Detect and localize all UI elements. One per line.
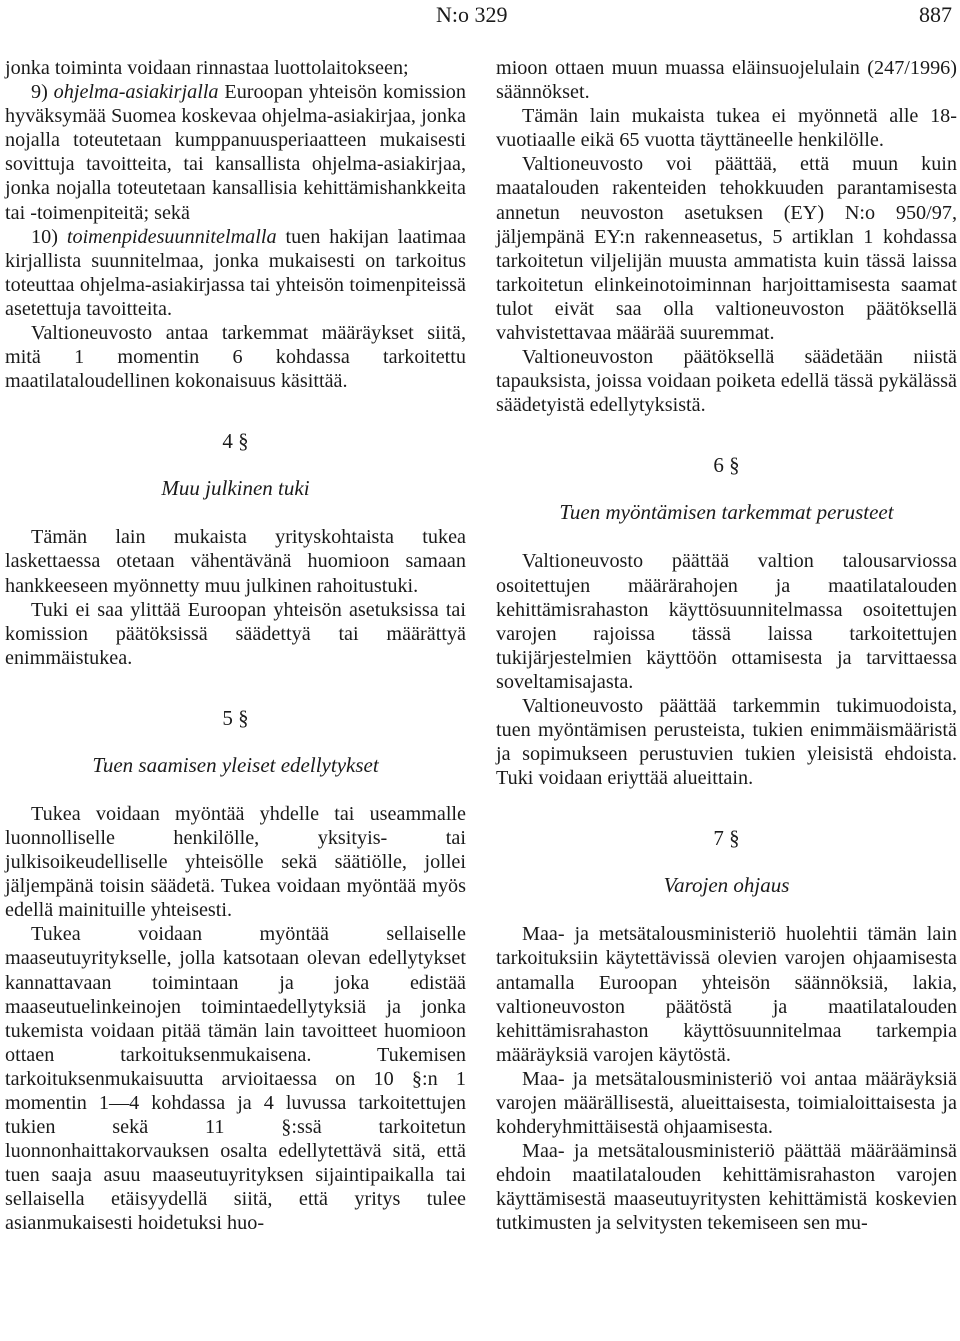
- section-title: Tuen myöntämisen tarkemmat perusteet: [559, 500, 894, 525]
- continuation-paragraph: jonka toiminta voidaan rinnastaa luottolaitokseen;: [5, 57, 409, 79]
- paragraph: Valtioneuvosto antaa tarkemmat määräykset siitä, mitä 1 momentin 6 kohdassa tarkoitettu maatilataloudellinen kokonaisuus käsittää.: [5, 322, 466, 393]
- item-number: 10): [31, 225, 67, 248]
- paragraph: Valtioneuvosto voi päättää, että muun kuin maatalouden rakenteiden tehokkuuden parantamisesta annetun neuvoston asetuksen (EY) N:o 950/97, jäljempänä EY:n rakenneasetus, 5 artiklan 1 kohdassa tarkoitetun viljelijän muusta ammatista kuin tässä laissa tarkoitetun elinkeinotoiminnan harjoittamisesta saamat tulot eivät saa olla valtioneuvoston päätöksellä vahvistettavaa määrää suuremmat.: [496, 153, 957, 345]
- section-title: Tuen saamisen yleiset edellytykset: [92, 752, 379, 777]
- statute-number: N:o 329: [436, 2, 508, 27]
- paragraph: Tukea voidaan myöntää sellaiselle maaseutuyritykselle, jolla katsotaan olevan edellytykset kannattavaan toimintaan ja joka edistää maaseutuelinkeinojen toimintaedellytyksiä ja jonka tukemista voidaan pitää tämän lain tavoitteet huomioon ottaen tarkoituksenmukaisena. Tukemisen tarkoituksenmukaisuutta arvioitaessa on 10 §:n 1 momentin 1—4 kohdassa ja 4 luvussa tarkoitettujen tukien sekä 11 §:ssä tarkoitetun luonnonhaittakorvauksen osalta edellytettävä sitä, että tuen saaja asuu maaseutuyrityksen sijaintipaikalla tai sellaisella etäisyydellä siitä, että yritys tulee asianmukaisesti hoidetuksi huo-: [5, 923, 466, 1235]
- page-header: [0, 0, 960, 34]
- paragraph: Valtioneuvosto päättää tarkemmin tukimuodoista, tuen myöntämisen perusteista, tukien enimmäismääristä ja sopimukseen perustuvien tukien yleisistä ehdoista. Tuki voidaan eriyttää alueittain.: [496, 694, 957, 790]
- item-number: 9): [31, 81, 54, 104]
- defined-term: ohjelma-asiakirjalla: [53, 81, 219, 104]
- definition-text: Euroopan yhteisön komission hyväksymää Suomea koskevaa ohjelma-asiakirjaa, jonka nojalla toteutetaan kumppanuusperiaatteen mukaisesti sovittuja tavoitteita, tai kansallista ohjelma-asiakirjaa, jonka nojalla toteutetaan kansallisia kehittämishankkeita tai -toimenpiteitä; sekä: [5, 81, 466, 224]
- left-column: [5, 56, 466, 1236]
- paragraph: Valtioneuvoston päätöksellä säädetään niistä tapauksista, joissa voidaan poiketa edellä tässä pykälässä säädetyistä edellytyksistä.: [496, 346, 957, 417]
- page-number: 887: [919, 2, 952, 27]
- paragraph: Tämän lain mukaista yrityskohtaista tukea laskettaessa otetaan vähentävänä huomioon samaan hankkeeseen myönnetty muu julkinen rahoitustuki.: [5, 526, 466, 597]
- right-column: [496, 56, 957, 1236]
- defined-term: toimenpidesuunnitelmalla: [66, 225, 277, 248]
- definition-item-9: [5, 80, 466, 225]
- paragraph: Tuki ei saa ylittää Euroopan yhteisön asetuksissa tai komission päätöksissä säädettyä tai määrättyä enimmäistukea.: [5, 598, 466, 669]
- section-number: 7 §: [713, 826, 740, 851]
- section-number: 4 §: [222, 429, 249, 454]
- definition-text: tuen hakijan laatimaa kirjallista suunnitelmaa, jonka mukaisesti on tarkoitus toteuttaa ohjelma-asiakirjassa tai yhteisön toimenpiteissä asetettuja tavoitteita.: [5, 225, 466, 320]
- section-title: Varojen ohjaus: [663, 873, 790, 898]
- definition-item-10: [5, 225, 466, 321]
- paragraph: Maa- ja metsätalousministeriö huolehtii tämän lain tarkoituksiin käytettävissä olevien varojen ohjaamisesta antamalla Euroopan yhteisön säännöksiä, lakia, valtioneuvoston päätöstä ja maatilatalouden kehittämisrahaston käyttösuunnitelmaa tarkempia määräyksiä varojen käytöstä.: [496, 923, 957, 1066]
- paragraph: Tämän lain mukaista tukea ei myönnetä alle 18-vuotiaalle eikä 65 vuotta täyttäneelle henkilölle.: [496, 105, 957, 152]
- paragraph: Valtioneuvosto päättää valtion talousarviossa osoitettujen määrärahojen ja maatilatalouden kehittämisrahaston käyttösuunnitelmassa osoitettujen varojen rajoissa tässä laissa tarkoitettujen tukijärjestelmien käyttöön ottamisesta ja tarvittaessa soveltamisajasta.: [496, 550, 957, 693]
- section-number: 5 §: [222, 705, 249, 730]
- section-number: 6 §: [713, 453, 740, 478]
- section-title: Muu julkinen tuki: [161, 476, 310, 501]
- paragraph: Maa- ja metsätalousministeriö päättää määrääminsä ehdoin maatilatalouden kehittämisrahaston varojen käyttämisestä maaseutuyritysten kehittämistä koskevien tutkimusten ja selvitysten tekemiseen sen mu-: [496, 1140, 957, 1235]
- continuation-paragraph: mioon ottaen muun muassa eläinsuojelulain (247/1996) säännökset.: [496, 57, 957, 104]
- paragraph: Maa- ja metsätalousministeriö voi antaa määräyksiä varojen määrällisestä, alueittaisesta, toimialoittaisesta ja kohderyhmittäisestä ohjaamisesta.: [496, 1067, 957, 1139]
- paragraph: Tukea voidaan myöntää yhdelle tai useammalle luonnolliselle henkilölle, yksityis- tai julkisoikeudelliselle yhteisölle sekä säätiölle, jollei jäljempänä toisin säädetä. Tukea voidaan myöntää myös edellä mainituille yhteisesti.: [5, 802, 466, 922]
